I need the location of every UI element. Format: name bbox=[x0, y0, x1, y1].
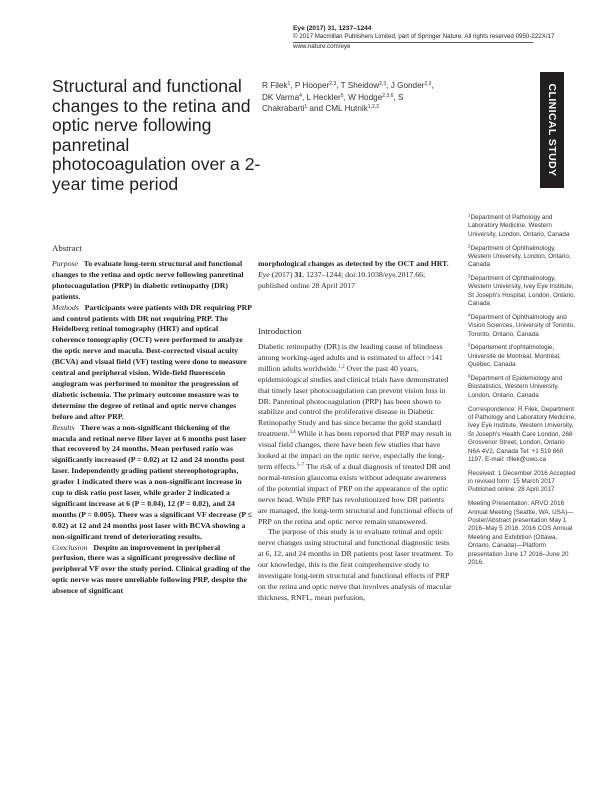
author-affiliation-mark: 2,3 bbox=[329, 81, 337, 87]
author-name: L Heckler bbox=[306, 92, 341, 102]
abstract-purpose: Purpose To evaluate long-term structural and functional changes to the retina and optic nerve following panretinal photocoagulation (PRP) in diabetic retinopathy (DR) patients. bbox=[52, 259, 244, 301]
author-name: S Chakrabarti bbox=[262, 92, 404, 113]
author-affiliation-mark: 4 bbox=[299, 92, 302, 99]
affiliation-item: $^1$Department of Pathology and Laboratory Medicine, Western University, London, Ontario, Canada bbox=[468, 212, 570, 238]
section-tab-label: CLINICAL STUDY bbox=[546, 83, 558, 177]
abstract-heading: Abstract bbox=[52, 243, 82, 253]
author-affiliation-mark: 1,2,3 bbox=[367, 104, 379, 110]
author-name: P Hooper bbox=[294, 81, 330, 90]
introduction-heading: Introduction bbox=[258, 326, 302, 336]
abstract-conclusion: Conclusion Despite an improvement in peripheral perfusion, there was a significant progressive decline of peripheral VF over the study period. Clinical grading of the optic nerve was more unreliable following PRP, despite the absence of significant bbox=[52, 542, 251, 596]
author-affiliation-mark: 1 bbox=[287, 81, 291, 87]
author-affiliation-mark: 2,3 bbox=[424, 81, 432, 87]
affiliation-item: $^3$Department of Ophthalmology, Western University, Ivey Eye Institute, St Joseph's Hospital, London, Ontario, Canada bbox=[468, 273, 576, 308]
article-title: Structural and functional changes to the retina and optic nerve following panretinal photocoagulation over a 2-year time period bbox=[52, 76, 261, 194]
abstract-continuation: morphological changes as detected by the OCT and HRT. bbox=[258, 259, 449, 268]
author-name: T Sheidow bbox=[340, 81, 380, 90]
abstract-methods: Methods Participants were patients with DR requiring PRP and control patients with DR not requiring PRP. The Heidelberg retinal tomography (HRT) and optical coherence tomography (OCT) were performed to analyze the optic nerve and macula. Best-corrected visual acuity (BCVA) and visual field (VF) testing were done to measure central and peripheral vision. Wide-field fluorescein angiogram was performed to monitor the progression of diabetic ischemia. The primary outcome measure was to determine the degree of retinal and optic nerve changes before and after PRP. bbox=[52, 302, 252, 421]
copyright-line: © 2017 Macmillan Publishers Limited, part of Springer Nature. All rights reserved 0950-222X/17 bbox=[293, 33, 555, 40]
author-name: J Gonder bbox=[390, 81, 425, 90]
author-affiliation-mark: 1 bbox=[304, 104, 308, 110]
side-notes bbox=[468, 214, 578, 573]
correspondence: Correspondence: R Filek, Department of Pathology and Laboratory Medicine, Ivey Eye Institute, Western University, St Joseph's Health Care London, 268 Grosvenor Street, London, Ontario N6A 4V2, Canada Tel: +1 519 860 1197. E-mail: rfilek@uwo.ca bbox=[468, 405, 576, 463]
author-affiliation-mark: 5 bbox=[340, 92, 344, 99]
abstract-results: Results There was a non-significant thickening of the macula and retinal nerve fiber layer at 6 months post laser that recovered by 24 months. Mean perfused ratio was significantly increased (P = 0.02) at 12 and 24 months post laser. Independently grading patient stereophotographs, grader 1 indicated there was a non-significant increase in cup to disk ratio post laser, while grader 2 indicated a significant increase at 6 (P = 0.04), 12 (P = 0.02), and 24 months (P = 0.005). There was a significant VF decrease (P ≤ 0.02) at 12 and 24 months post laser with BCVA showing a non-significant trend of deteriorating results. bbox=[52, 422, 252, 541]
intro-paragraph-1: Diabetic retinopathy (DR) is the leading cause of blindness among working-aged adults and is estimated to affect >141 million adults worldwide.$^{1,2}$ Over the past 40 years, epidemiological studies and clinical trials have demonstrated that timely laser photocoagulation can prevent vision loss in DR. Panretinal photocoagulation (PRP) has been shown to stabilize and control the proliferative disease in Diabetic Retinopathy Study and has since became the gold standard treatment.$^{3,4}$ While it has been reported that PRP may result in visual field changes, there have been few studies that have looked at the impact on the optic nerve, especially the long-term effects.$^{5-7}$ The risk of a dual diagnosis of treated DR and normal-tension glaucoma exists without adequate awareness of the potential impact of PRP on the appearance of the optic nerve head. While PRP has revolutionized how DR patients are managed, the long-term structural and functional effects of PRP on the retina and optic nerve remain unanswered. bbox=[258, 342, 453, 526]
affiliation-item: $^6$Department of Epidemiology and Biostatistics, Western University, London, Ontario, Canada bbox=[468, 373, 563, 399]
affiliations bbox=[468, 214, 578, 400]
intro-paragraph-2: The purpose of this study is to evaluate retinal and optic nerve changes using structural and functional diagnostic tests at 6, 12, and 24 months in DR patients post laser treatment. To our knowledge, this is the first comprehensive study to investigate long-term structural and functional effects of PRP on the retina and optic nerve that involves analysis of macular thickness, RNFL, mean perfusion, bbox=[258, 527, 453, 602]
abstract-continuation-block bbox=[258, 259, 454, 292]
introduction-body bbox=[258, 342, 454, 604]
abstract-body bbox=[52, 259, 253, 597]
article-dates: Received: 1 December 2016 Accepted in revised form: 15 March 2017 Published online: 28 April 2017 bbox=[468, 469, 576, 494]
author-name: W Hodge bbox=[348, 92, 383, 102]
journal-citation-line: Eye (2017) 31, 1237–1244 bbox=[293, 25, 372, 32]
affiliation-item: $^5$Département d'ophtalmologie, Université de Montréal, Montréal, Québec, Canada bbox=[468, 342, 561, 369]
journal-url[interactable]: www.nature.com/eye bbox=[293, 43, 351, 50]
author-name: CML Hutnik bbox=[325, 104, 368, 113]
author-name: R Filek bbox=[262, 81, 288, 90]
author-list: R Filek$^1$, P Hooper$^{2,3}$, T Sheidow$^{2,3}$, J Gonder$^{2,3}$, DK Varma$^4$, L Heckler$^5$, W Hodge$^{2,3,6}$, S Chakrabarti$^1$ and CML Hutnik$^{1,2,3}$ bbox=[262, 81, 434, 113]
author-name: DK Varma bbox=[262, 92, 300, 102]
affiliation-item: $^2$Department of Ophthalmology, Western University, London, Ontario, Canada bbox=[468, 243, 571, 269]
meeting-presentation: Meeting Presentation: ARVO 2016 Annual Meeting (Seattle, WA, USA)—Poster/Abstract presentation May 1 2016–May 5 2016. 2016 COS Annual Meeting and Exhibition (Ottawa, Ontario, Canada)—Platform presentation June 17 2016–June 20 2016. bbox=[468, 500, 574, 566]
journal-header bbox=[293, 25, 573, 51]
author-affiliation-mark: 2,3,6 bbox=[382, 92, 394, 99]
section-tab bbox=[540, 72, 564, 188]
author-affiliation-mark: 2,3 bbox=[379, 81, 387, 87]
article-citation: Eye (2017) 31, 1237–1244; doi:10.1038/eye.2017.66; published online 28 April 2017 bbox=[258, 269, 426, 290]
affiliation-item: $^4$Department of Ophthalmology and Vision Sciences, University of Toronto, Toronto, Ontario, Canada bbox=[468, 312, 575, 338]
